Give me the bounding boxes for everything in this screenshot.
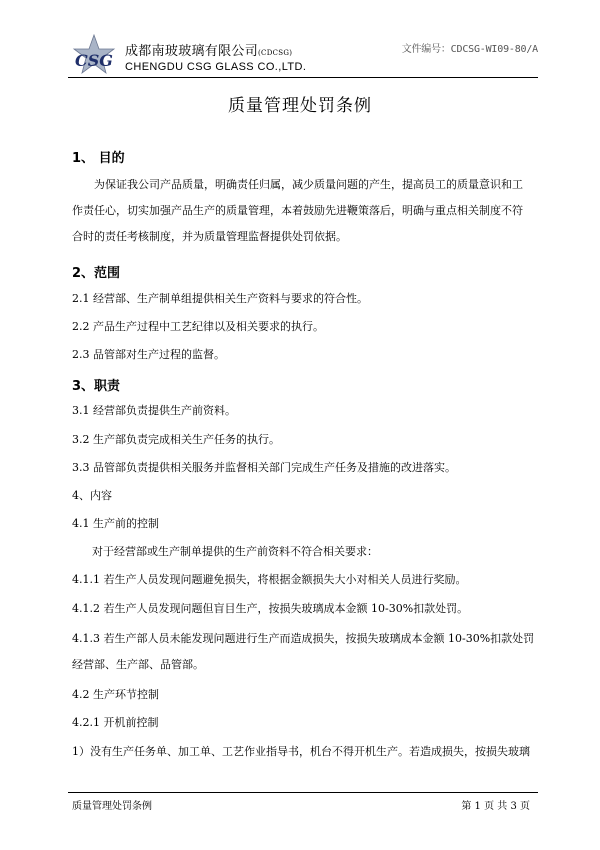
item-4-2-1-1: 1）没有生产任务单、加工单、工艺作业指导书，机台不得开机生产。若造成损失，按损失玻璃 [72,745,530,758]
section-4-2-1-heading: 4.2.1 开机前控制 [72,716,159,729]
page-number: 第 1 页 共 3 页 [461,801,530,812]
company-name-cn: 成都南玻玻璃有限公司(CDCSG) [125,44,293,59]
section-2-item-1: 2.1 经营部、生产制单组提供相关生产资料与要求的符合性。 [72,292,368,305]
page-header [68,34,538,78]
section-2-heading: 2、范围 [72,266,121,281]
section-2-item-2: 2.2 产品生产过程中工艺纪律以及相关要求的执行。 [72,320,324,333]
item-4-1-1: 4.1.1 若生产人员发现问题避免损失，将根据金额损失大小对相关人员进行奖励。 [72,573,467,586]
section-1-line-3: 合时的责任考核制度，并为质量管理监督提供处罚依据。 [72,230,347,243]
document-number: 文件编号：CDCSG-WI09-80/A [401,44,538,55]
item-4-1-3: 4.1.3 若生产部人员未能发现问题进行生产而造成损失，按损失玻璃成本金额 10-30%扣款处罚 [72,632,535,645]
footer-divider [68,792,538,793]
company-name-en: CHENGDU CSG GLASS CO.,LTD. [125,61,307,73]
section-3-item-1: 3.1 经营部负责提供生产前资料。 [72,404,236,417]
section-1-body [72,172,532,250]
footer-title: 质量管理处罚条例 [72,801,152,812]
header-divider [68,77,538,78]
section-3-heading: 3、职责 [72,379,121,394]
section-3-item-3: 3.3 品管部负责提供相关服务并监督相关部门完成生产任务及措施的改进落实。 [72,461,456,474]
page-title: 质量管理处罚条例 [228,96,372,116]
logo-text: CSG [75,51,113,70]
section-4-1-intro: 对于经营部或生产制单提供的生产前资料不符合相关要求： [92,545,378,558]
section-2-item-3: 2.3 品管部对生产过程的监督。 [72,348,225,361]
csg-logo-icon [68,34,120,76]
section-3-item-2: 3.2 生产部负责完成相关生产任务的执行。 [72,433,280,446]
company-code: (CDCSG) [258,49,293,57]
section-1-line-1: 为保证我公司产品质量，明确责任归属，减少质量问题的产生，提高员工的质量意识和工 [94,178,523,191]
section-1-heading: 1、 目的 [72,151,125,166]
section-4-heading: 4、内容 [72,489,112,502]
item-4-1-3-continued: 经营部、生产部、品管部。 [72,658,204,671]
section-4-2-heading: 4.2 生产环节控制 [72,688,159,701]
section-4-1-heading: 4.1 生产前的控制 [72,517,159,530]
item-4-1-2: 4.1.2 若生产人员发现问题但盲目生产，按损失玻璃成本金额 10-30%扣款处罚。 [72,602,469,615]
section-1-line-2: 作责任心，切实加强产品生产的质量管理，本着鼓励先进鞭策落后，明确与重点相关制度不符 [72,204,523,217]
